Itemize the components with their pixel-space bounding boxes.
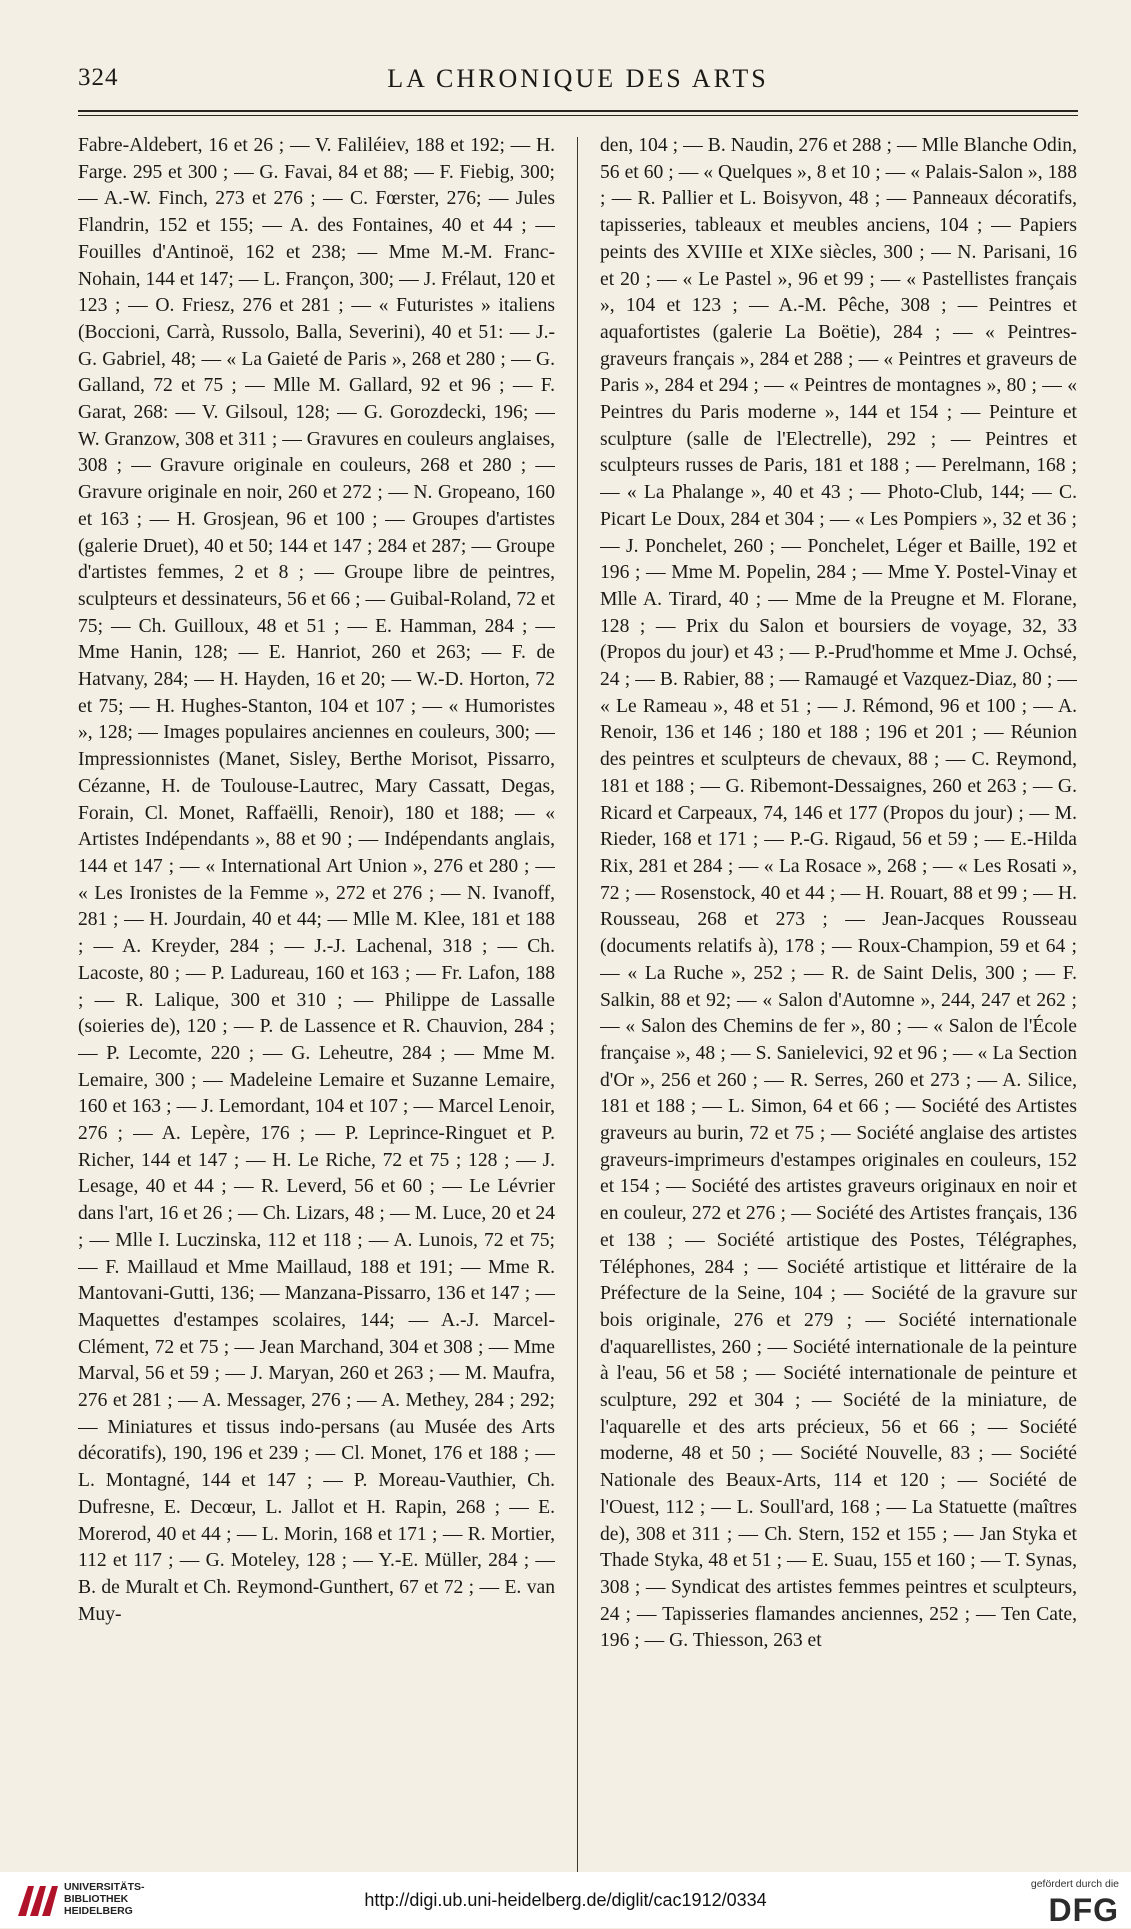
column-divider	[577, 137, 578, 1907]
text-column-left: Fabre-Aldebert, 16 et 26 ; — V. Faliléiev, 188 et 192; — H. Farge. 295 et 300 ; — G. Favai, 84 et 88; — F. Fiebig, 300; — A.-W. Finch, 273 et 276 ; — C. Fœrster, 276; — Jules Flandrin, 152 et 155; — A. des Fontaines, 40 et 44 ; — Fouilles d'Antinoë, 162 et 238; — Mme M.-M. Franc-Nohain, 144 et 147; — L. Françon, 300; — J. Frélaut, 120 et 123 ; — O. Friesz, 276 et 281 ; — « Futuristes » italiens (Boccioni, Carrà, Russolo, Balla, Severini), 40 et 51: — J.-G. Gabriel, 48; — « La Gaieté de Paris », 268 et 280 ; — G. Galland, 72 et 75 ; — Mlle M. Gallard, 92 et 96 ; — F. Garat, 268: — V. Gilsoul, 128; — G. Gorozdecki, 196; — W. Granzow, 308 et 311 ; — Gravures en couleurs anglaises, 308 ; — Gravure originale en couleurs, 268 et 280 ; — Gravure originale en noir, 260 et 272 ; — N. Gropeano, 160 et 163 ; — H. Grosjean, 96 et 100 ; — Groupes d'artistes (galerie Druet), 40 et 50; 144 et 147 ; 284 et 287; — Groupe d'artistes femmes, 2 et 8 ; — Groupe libre de peintres, sculpteurs et dessinateurs, 56 et 66 ; — Guibal-Roland, 72 et 75; — Ch. Guilloux, 48 et 51 ; — E. Hamman, 284 ; — Mme Hanin, 128; — E. Hanriot, 260 et 263; — F. de Hatvany, 284; — H. Hayden, 16 et 20; — W.-D. Horton, 72 et 75; — H. Hughes-Stanton, 104 et 107 ; — « Humoristes », 128; — Images populaires anciennes en couleurs, 300; — Impressionnistes (Manet, Sisley, Berthe Morisot, Pissarro, Cézanne, H. de Toulouse-Lautrec, Mary Cassatt, Degas, Forain, Cl. Monet, Raffaëlli, Renoir), 180 et 188; — « Artistes Indépendants », 88 et 90 ; — Indépendants anglais, 144 et 147 ; — « International Art Union », 276 et 280 ; — « Les Ironistes de la Femme », 272 et 276 ; — N. Ivanoff, 281 ; — H. Jourdain, 40 et 44; — Mlle M. Klee, 181 et 188 ; — A. Kreyder, 284 ; — J.-J. Lachenal, 318 ; — Ch. Lacoste, 80 ; — P. Ladureau, 160 et 163 ; — Fr. Lafon, 188 ; — R. Lalique, 300 et 310 ; — Philippe de Lassalle (soieries de), 120 ; — P. de Lassence et R. Chauvion, 284 ; — P. Lecomte, 220 ; — G. Leheutre, 284 ; — Mme M. Lemaire, 300 ; — Madeleine Lemaire et Suzanne Lemaire, 160 et 163 ; — J. Lemordant, 104 et 107 ; — Marcel Lenoir, 276 ; — A. Lepère, 176 ; — P. Leprince-Ringuet et P. Richer, 144 et 147 ; — H. Le Riche, 72 et 75 ; 128 ; — J. Lesage, 40 et 44 ; — R. Leverd, 56 et 60 ; — Le Lévrier dans l'art, 16 et 26 ; — Ch. Lizars, 48 ; — M. Luce, 20 et 24 ; — Mlle I. Luczinska, 112 et 118 ; — A. Lunois, 72 et 75; — F. Maillaud et Mme Maillaud, 188 et 191; — Mme R. Mantovani-Gutti, 136; — Manzana-Pissarro, 136 et 147 ; — Maquettes d'estampes scolaires, 144; — A.-J. Marcel-Clément, 72 et 75 ; — Jean Marchand, 304 et 308 ; — Mme Marval, 56 et 59 ; — J. Maryan, 260 et 263 ; — M. Maufra, 276 et 281 ; — A. Messager, 276 ; — A. Methey, 284 ; 292; — Miniatures et tissus indo-persans (au Musée des Arts décoratifs), 190, 196 et 239 ; — Cl. Monet, 176 et 188 ; — L. Montagné, 144 et 147 ; — P. Moreau-Vauthier, Ch. Dufresne, E. Decœur, L. Jallot et H. Rapin, 268 ; — E. Morerod, 40 et 44 ; — L. Morin, 168 et 171 ; — R. Mortier, 112 et 117 ; — G. Moteley, 128 ; — Y.-E. Müller, 284 ; — B. de Muralt et Ch. Reymond-Gunthert, 67 et 72 ; — E. van Muy-	[78, 135, 555, 1625]
library-name-line: BIBLIOTHEK	[64, 1893, 129, 1905]
page-header	[78, 58, 1078, 98]
page-footer	[0, 1872, 1131, 1928]
library-name-line: HEIDELBERG	[64, 1905, 133, 1917]
permalink-url[interactable]: http://digi.ub.uni-heidelberg.de/diglit/cac1912/0334	[364, 1890, 767, 1910]
text-column-right: den, 104 ; — B. Naudin, 276 et 288 ; — Mlle Blanche Odin, 56 et 60 ; — « Quelques », 8 et 10 ; — « Palais-Salon », 188 ; — R. Pallier et L. Boisyvon, 48 ; — Panneaux décoratifs, tapisseries, tableaux et meubles anciens, 104 ; — Papiers peints des XVIIIe et XIXe siècles, 300 ; — N. Parisani, 16 et 20 ; — « Le Pastel », 96 et 99 ; — « Pastellistes français », 104 et 123 ; — A.-M. Pêche, 308 ; — Peintres et aquafortistes (galerie La Boëtie), 284 ; — « Peintres-graveurs français », 284 et 288 ; — « Peintres et graveurs de Paris », 284 et 294 ; — « Peintres de montagnes », 80 ; — « Peintres du Paris moderne », 144 et 154 ; — Peinture et sculpture (salle de l'Electrelle), 292 ; — Peintres et sculpteurs russes de Paris, 181 et 188 ; — Perelmann, 168 ; — « La Phalange », 40 et 43 ; — Photo-Club, 144; — C. Picart Le Doux, 284 et 304 ; — « Les Pompiers », 32 et 36 ; — J. Ponchelet, 260 ; — Ponchelet, Léger et Baille, 192 et 196 ; — Mme M. Popelin, 284 ; — Mme Y. Postel-Vinay et Mlle A. Tirard, 40 ; — Mme de la Preugne et M. Florane, 128 ; — Prix du Salon et boursiers de voyage, 32, 33 (Propos du jour) et 43 ; — P.-Prud'homme et Mme J. Ochsé, 24 ; — B. Rabier, 88 ; — Ramaugé et Vazquez-Diaz, 80 ; — « Le Rameau », 48 et 51 ; — J. Rémond, 96 et 100 ; — A. Renoir, 136 et 146 ; 180 et 188 ; 196 et 201 ; — Réunion des peintres et sculpteurs de chevaux, 88 ; — C. Reymond, 181 et 188 ; — G. Ribemont-Dessaignes, 260 et 263 ; — G. Ricard et Carpeaux, 74, 146 et 177 (Propos du jour) ; — M. Rieder, 168 et 171 ; — P.-G. Rigaud, 56 et 59 ; — E.-Hilda Rix, 281 et 284 ; — « La Rosace », 268 ; — « Les Rosati », 72 ; — Rosenstock, 40 et 44 ; — H. Rouart, 88 et 99 ; — H. Rousseau, 268 et 273 ; — Jean-Jacques Rousseau (documents relatifs à), 178 ; — Roux-Champion, 59 et 64 ; — « La Ruche », 252 ; — R. de Saint Delis, 300 ; — F. Salkin, 88 et 92; — « Salon d'Automne », 244, 247 et 262 ; — « Salon des Chemins de fer », 80 ; — « Salon de l'École française », 48 ; — S. Sanielevici, 92 et 96 ; — « La Section d'Or », 256 et 260 ; — R. Serres, 260 et 273 ; — A. Silice, 181 et 188 ; — L. Simon, 64 et 66 ; — Société des Artistes graveurs au burin, 72 et 75 ; — Société anglaise des artistes graveurs-imprimeurs d'estampes originales en couleurs, 152 et 154 ; — Société des artistes graveurs originaux en noir et en couleur, 272 et 276 ; — Société des Artistes français, 136 et 138 ; — Société artistique des Postes, Télégraphes, Téléphones, 284 ; — Société artistique et littéraire de la Préfecture de la Seine, 104 ; — Société de la gravure sur bois originale, 276 et 279 ; — Société internationale d'aquarellistes, 260 ; — Société internationale de la peinture à l'eau, 56 et 58 ; — Société internationale de peinture et sculpture, 292 et 304 ; — Société de la miniature, de l'aquarelle et des arts précieux, 56 et 66 ; — Société moderne, 48 et 50 ; — Société Nouvelle, 83 ; — Société Nationale des Beaux-Arts, 114 et 120 ; — Société de l'Ouest, 112 ; — L. Soull'ard, 168 ; — La Statuette (maîtres de), 308 et 311 ; — Ch. Stern, 152 et 155 ; — Jan Styka et Thade Styka, 48 et 51 ; — E. Suau, 155 et 160 ; — T. Synas, 308 ; — Syndicat des artistes femmes peintres et sculpteurs, 24 ; — Tapisseries flamandes anciennes, 252 ; — Ten Cate, 196 ; — G. Thiesson, 263 et	[600, 135, 1077, 1652]
funding-text: gefördert durch die	[1030, 1878, 1119, 1890]
header-rule-thin	[78, 115, 1078, 116]
running-title: LA CHRONIQUE DES ARTS	[387, 64, 769, 93]
dfg-logo: DFG	[1048, 1892, 1119, 1928]
library-name-line: UNIVERSITÄTS-	[64, 1881, 145, 1893]
page-number: 324	[78, 64, 119, 91]
header-rule	[78, 110, 1078, 112]
